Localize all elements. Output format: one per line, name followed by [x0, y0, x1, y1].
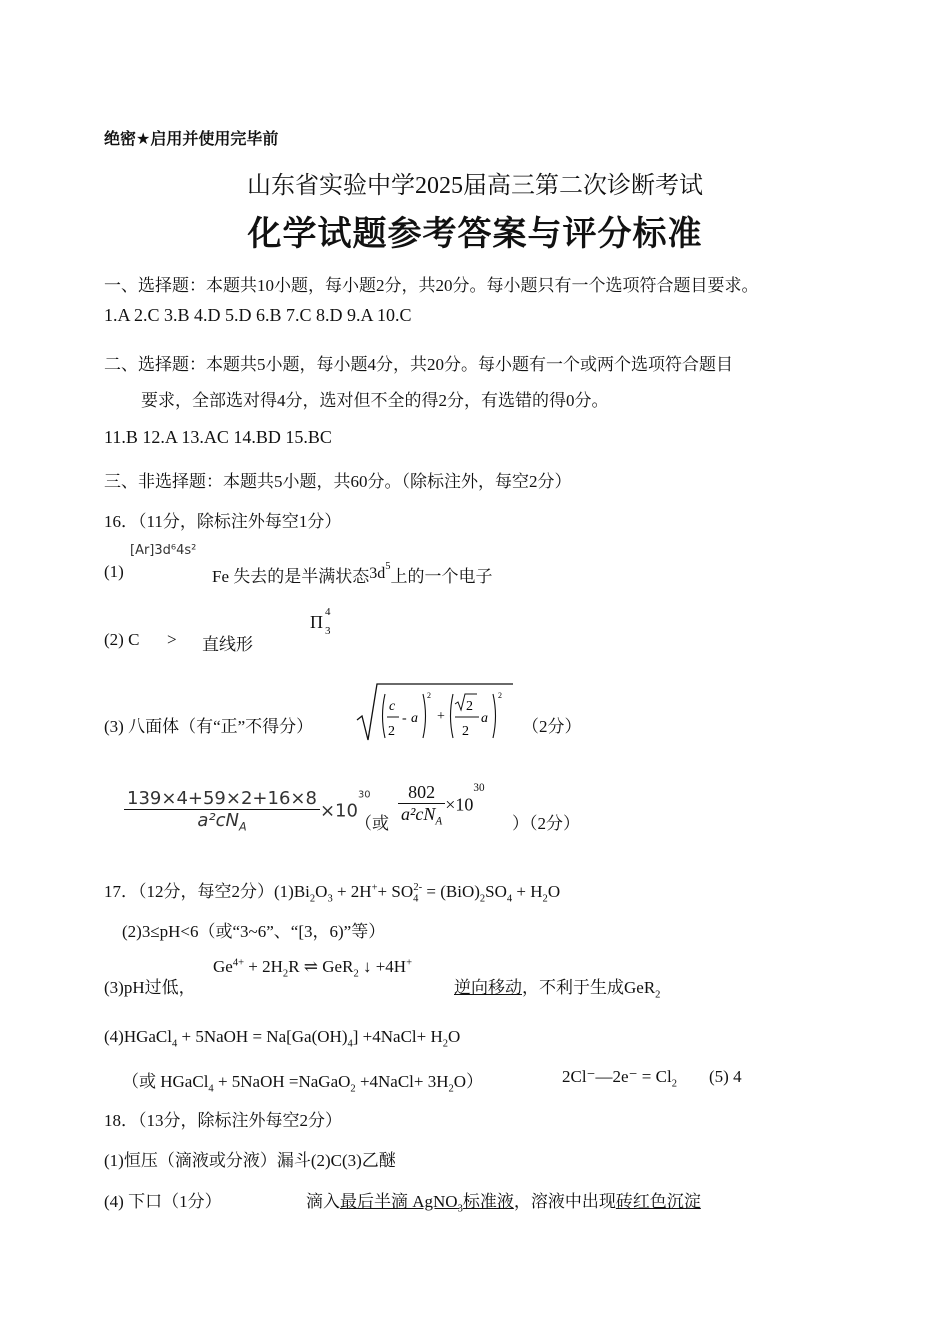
q18-u1-sub: 3: [457, 1203, 463, 1215]
q16-3d: 3d: [369, 565, 386, 582]
section2-heading-line2: 要求，全部选对得4分，选对但不全的得2分，有选错的得0分。: [141, 391, 609, 410]
q18-u2-text: 标准液: [462, 1192, 514, 1211]
q17-l5-text: + 5NaOH =NaGaO: [213, 1072, 351, 1091]
q17-eq-text: ↓ +4H: [358, 957, 407, 976]
q16-pi-sup: 4: [325, 606, 331, 618]
q16-part1-label: (1): [104, 562, 124, 581]
q16-pi-symbol: Π: [310, 612, 323, 632]
q17-l5-sub: 4: [208, 1083, 214, 1095]
q16-density-multiplier: ×10: [319, 800, 358, 822]
q16-pi-bond: [310, 606, 331, 637]
secret-label: 绝密★启用并使用完毕前: [104, 129, 279, 148]
school-title: 山东省实验中学2025届高三第二次诊断考试: [247, 173, 703, 199]
q17-l4-sub: 4: [171, 1038, 178, 1050]
svg-text:2: 2: [498, 691, 502, 700]
q17-l5-text: +4NaCl+ 3H: [355, 1072, 449, 1091]
q17-sup: 2-: [413, 882, 423, 894]
q17-line3-tail: [454, 973, 660, 1000]
q16-part2-label: (2) C: [104, 630, 140, 649]
q17-text: + 2H: [332, 882, 372, 901]
q17-electrode-text: 2Cl⁻—2e⁻ = Cl: [562, 1067, 672, 1086]
q18-line2-text: [306, 1187, 701, 1214]
q16-3d-exp: 5: [385, 561, 391, 573]
q16-density-denominator: [124, 810, 320, 834]
page-title: 化学试题参考答案与评分标准: [247, 214, 703, 254]
svg-text:+: +: [437, 709, 445, 724]
q17-sub: 3: [327, 893, 333, 905]
q16-alt-fraction: [398, 782, 445, 828]
q18-underlined-2: 砖红色沉淀: [615, 1192, 701, 1211]
q16-part1-text-a: Fe 失去的是半满状态: [212, 567, 370, 586]
svg-text:a: a: [481, 711, 488, 726]
q18-u1-text: 最后半滴 AgNO: [340, 1192, 458, 1211]
q16-part3-label: (3) 八面体（有“正”不得分）: [104, 717, 314, 736]
q17-title: 17．（12分，每空2分）(1)Bi: [104, 882, 310, 901]
q16-part3-score: （2分）: [522, 717, 582, 736]
svg-text:2: 2: [466, 699, 473, 714]
q16-density-den-sub: A: [238, 820, 247, 834]
q17-l5-text: O）: [453, 1072, 484, 1091]
svg-text:-: -: [402, 711, 407, 726]
q18-underlined-1: [340, 1192, 514, 1215]
q16-alt-formula: [398, 782, 485, 828]
q16-title: 16．（11分，除标注外每空1分）: [104, 512, 342, 531]
q17-text: = (BiO): [422, 882, 480, 901]
q18-text: 滴入: [306, 1192, 340, 1211]
q17-line5-electrode: [562, 1067, 677, 1089]
q16-density-exponent: 30: [357, 789, 371, 801]
q17-l4-sub: 4: [347, 1038, 353, 1050]
q16-density-numerator: 139×4+59×2+16×8: [124, 788, 320, 810]
q17-line3-sub: 2: [655, 989, 661, 1001]
q16-alt-den-text: a²cN: [401, 804, 436, 825]
q17-line3-text: ，不利于生成GeR: [522, 978, 656, 997]
svg-text:c: c: [389, 699, 396, 714]
q17-line1: [104, 877, 560, 904]
svg-text:2: 2: [427, 691, 431, 700]
q17-sub: 2: [309, 893, 316, 905]
q17-eq-sub: 2: [282, 968, 289, 980]
q17-l5-sub: 2: [448, 1083, 454, 1095]
q17-l4-sub: 2: [442, 1038, 449, 1050]
q17-eq-text: R ⇌ GeR: [288, 957, 354, 976]
q17-eq-sup: 4+: [232, 957, 245, 969]
q17-underlined-text: 逆向移动: [454, 978, 522, 997]
q16-alt-numerator: 802: [398, 782, 445, 804]
q16-electron-config: [Ar]3d⁶4s²: [130, 543, 197, 558]
q17-line3-label: (3)pH过低，: [104, 978, 196, 997]
q16-alt-close: ）（2分）: [512, 814, 580, 833]
q18-title: 18．（13分，除标注外每空2分）: [104, 1111, 342, 1130]
q17-text: + SO: [377, 882, 414, 901]
q17-text: + H: [512, 882, 543, 901]
q17-sup: +: [371, 882, 378, 894]
q16-alt-denominator: [398, 804, 445, 828]
svg-text:a: a: [411, 711, 418, 726]
q17-part5: (5) 4: [709, 1067, 742, 1086]
q17-eq-text: Ge: [213, 957, 233, 976]
q16-alt-den-sub: A: [435, 815, 443, 828]
q17-line5: [122, 1067, 483, 1094]
q17-electrode-sub: 2: [671, 1078, 677, 1090]
q17-text: SO: [485, 882, 507, 901]
svg-text:2: 2: [388, 724, 395, 739]
q17-sub: 2: [479, 893, 486, 905]
q17-sub: 4: [413, 893, 419, 905]
q16-sqrt-formula: [355, 680, 515, 744]
q17-eq-sub: 2: [353, 968, 359, 980]
q17-l4-text: (4)HGaCl: [104, 1027, 172, 1046]
q17-sub: 2: [542, 893, 548, 905]
q16-alt-open: （或: [355, 814, 389, 833]
q18-line2-label: (4) 下口（1分）: [104, 1192, 222, 1211]
section1-heading: 一、选择题：本题共10小题，每小题2分，共20分。每小题只有一个选项符合题目要求。: [104, 276, 759, 295]
section3-heading: 三、非选择题：本题共5小题，共60分。（除标注外，每空2分）: [104, 472, 572, 491]
q16-part1-text: [212, 562, 493, 587]
q16-part2-shape: 直线形: [202, 635, 253, 654]
q16-density-formula: [124, 788, 371, 834]
svg-text:2: 2: [462, 724, 469, 739]
q18-line1: (1)恒压（滴液或分液）漏斗(2)C(3)乙醚: [104, 1151, 396, 1170]
q16-alt-multiplier: ×10: [445, 794, 474, 815]
q16-density-den-text: a²cN: [197, 810, 239, 831]
q17-eq-text: + 2H: [244, 957, 283, 976]
q16-pi-sub: 3: [325, 625, 331, 637]
q17-text: O: [547, 882, 561, 901]
q17-l5-sub: 2: [350, 1083, 356, 1095]
q17-sub: 4: [506, 893, 513, 905]
section2-answers: 11.B 12.A 13.AC 14.BD 15.BC: [104, 427, 332, 447]
q16-density-fraction: [124, 788, 320, 834]
q16-alt-exponent: 30: [473, 782, 485, 794]
q17-line4: [104, 1027, 460, 1049]
q16-part2-gt: >: [167, 630, 177, 649]
q18-text: ，溶液中出现: [513, 1192, 616, 1211]
q16-part1-text-b: 上的一个电子: [390, 567, 493, 586]
q17-line2: (2)3≤pH<6（或“3~6”、“[3，6)”等）: [122, 922, 386, 941]
section1-answers: 1.A 2.C 3.B 4.D 5.D 6.B 7.C 8.D 9.A 10.C: [104, 305, 412, 325]
q17-l4-text: + 5NaOH = Na[Ga(OH): [177, 1027, 348, 1046]
section2-heading-line1: 二、选择题：本题共5小题，每小题4分，共20分。每小题有一个或两个选项符合题目: [104, 355, 733, 374]
q17-l4-text: ] +4NaCl+ H: [352, 1027, 443, 1046]
q17-l4-text: O: [448, 1027, 461, 1046]
q17-l5-text: （或 HGaCl: [122, 1072, 209, 1091]
q17-equilibrium-equation: [213, 957, 412, 979]
q17-eq-sup: +: [406, 957, 413, 969]
q17-text: O: [315, 882, 328, 901]
